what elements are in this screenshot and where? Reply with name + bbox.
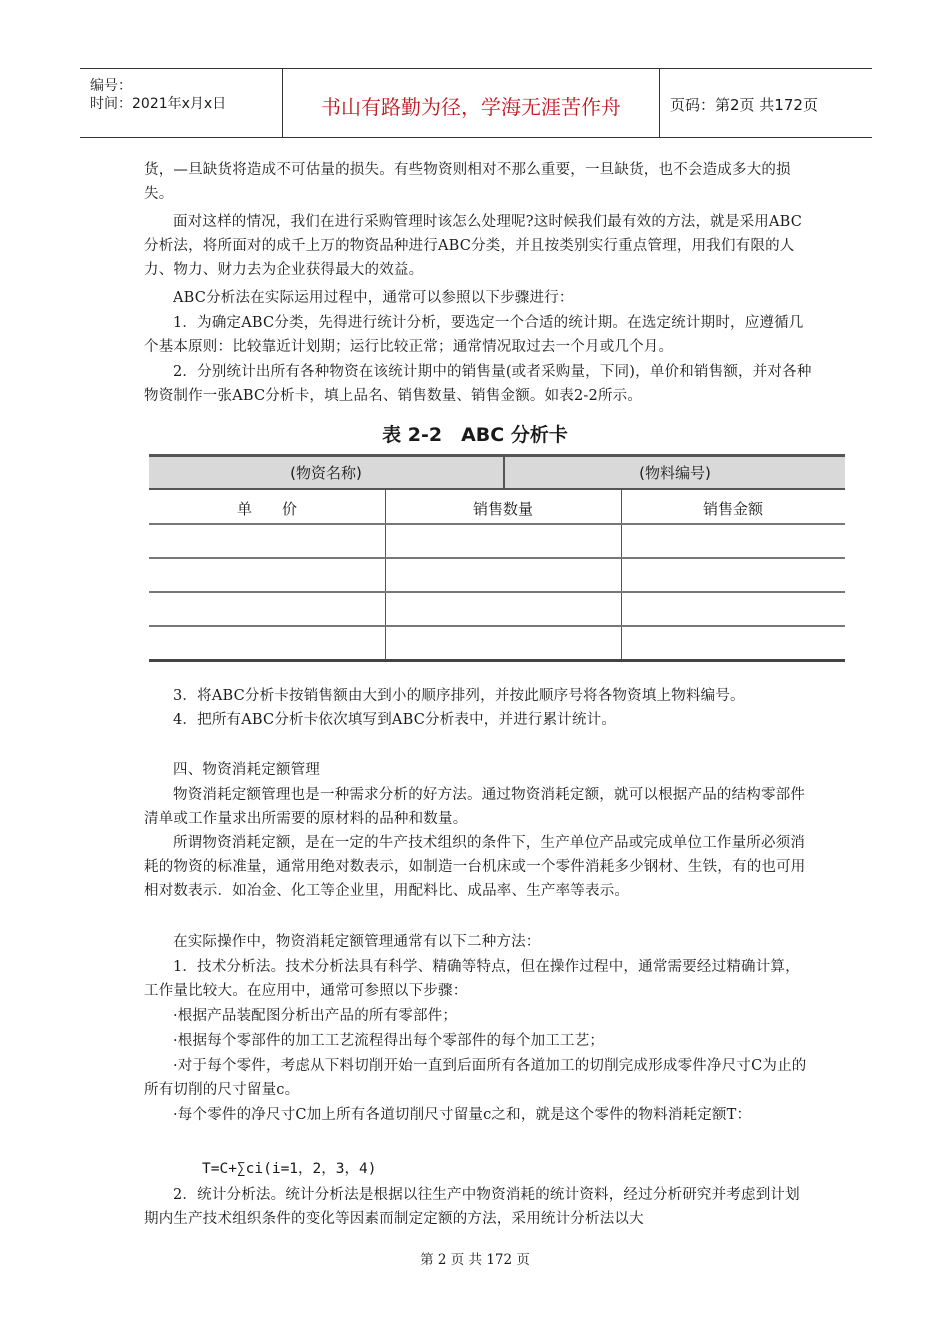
paragraph: 所谓物资消耗定额，是在一定的牛产技术组织的条件下，生产单位产品或完成单位工作量所必须消耗的物资的标准量，通常用绝对数表示，如制造一台机床或一个零件消耗多少钢材、生铁，有的也可用相对数表示．如冶金、化工等企业里，用配料比、成品率、生产率等表示。 (144, 835, 806, 899)
header-page-number: 页码：第2页 共172页 (670, 96, 818, 114)
paragraph: 1．为确定ABC分类，先得进行统计分析，要选定一个合适的统计期。在选定统计期时，应遵循几个基本原则：比较靠近计划期；运行比较正常；通常情况取过去一个月或几个月。 (144, 315, 804, 355)
sales-amount-header: 销售金额 (702, 500, 763, 518)
paragraph: 3．将ABC分析卡按销售额由大到小的顺序排列，并按此顺序号将各物资填上物料编号。 (173, 688, 745, 704)
formula: T=C+∑ci(i=1，2，3，4) (202, 1161, 377, 1177)
bullet-item: ·根据产品装配图分析出产品的所有零部件； (173, 1008, 458, 1024)
unit-price-header: 单 价 (236, 500, 297, 518)
bullet-item: ·根据每个零部件的加工工艺流程得出每个零部件的每个加工工艺； (173, 1033, 605, 1049)
page-footer: 第 2 页 共 172 页 (420, 1252, 530, 1268)
paragraph: ABC分析法在实际运用过程中，通常可以参照以下步骤进行： (173, 290, 574, 306)
paragraph: 货，—旦缺货将造成不可估量的损失。有些物资则相对不那么重要，一旦缺货，也不会造成多大的损失。 (144, 162, 791, 202)
paragraph: 在实际操作中，物资消耗定额管理通常有以下二种方法： (173, 934, 541, 950)
paragraph: 面对这样的情况，我们在进行采购管理时该怎么处理呢?这时候我们最有效的方法，就是采用ABC分析法，将所面对的成千上万的物资品种进行ABC分类，并且按类别实行重点管理，用我们有限的人力、物力、财力去为企业获得最大的效益。 (144, 214, 803, 278)
sales-quantity-header: 销售数量 (472, 500, 533, 518)
bullet-item: ·对于每个零件，考虑从下料切削开始一直到后面所有各道加工的切削完成形成零件净尺寸C为止的所有切削的尺寸留量c。 (144, 1058, 807, 1098)
document-time-label: 时间：2021年x月x日 (90, 96, 227, 112)
bullet-item: ·每个零件的净尺寸C加上所有各道切削尺寸留量c之和，就是这个零件的物料消耗定额T： (173, 1107, 752, 1123)
paragraph: 2．统计分析法。统计分析法是根据以往生产中物资消耗的统计资料，经过分析研究并考虑到计划期内生产技术组织条件的变化等因素而制定定额的方法，采用统计分析法以大 (144, 1187, 800, 1227)
table-divider (621, 490, 622, 660)
document-number-label: 编号： (90, 78, 132, 94)
material-code-header: (物料编号) (639, 464, 711, 482)
table-row-line (149, 591, 845, 593)
paragraph: 物资消耗定额管理也是一种需求分析的好方法。通过物资消耗定额，就可以根据产品的结构零部件清单或工作量求出所需要的原材料的品种和数量。 (144, 787, 806, 827)
section-heading: 四、物资消耗定额管理 (173, 762, 320, 778)
table-row-line (149, 523, 845, 525)
paragraph: 1．技术分析法。技术分析法具有科学、精确等特点，但在操作过程中，通常需要经过精确计算，工作量比较大。在应用中，通常可参照以下步骤： (144, 959, 800, 999)
header-page-cell (660, 69, 872, 137)
material-name-header: (物资名称) (290, 464, 362, 482)
header-motto: 书山有路勤为径，学海无涯苦作舟 (321, 95, 621, 119)
table-row-line (149, 625, 845, 627)
header-motto-cell (283, 69, 660, 137)
table-row-line (149, 557, 845, 559)
page-header (80, 68, 872, 138)
paragraph: 2．分别统计出所有各种物资在该统计期中的销售量(或者采购量，下同)，单价和销售额，并对各种物资制作一张ABC分析卡，填上品名、销售数量、销售金额。如表2-2所示。 (144, 364, 812, 404)
paragraph: 4．把所有ABC分析卡依次填写到ABC分析表中，并进行累计统计。 (173, 712, 617, 728)
table-bottom-rule (149, 659, 845, 662)
abc-analysis-card-table (149, 454, 845, 664)
table-divider (385, 490, 386, 660)
header-meta-cell (80, 69, 283, 137)
table-caption: 表 2-2 ABC 分析卡 (382, 424, 568, 446)
